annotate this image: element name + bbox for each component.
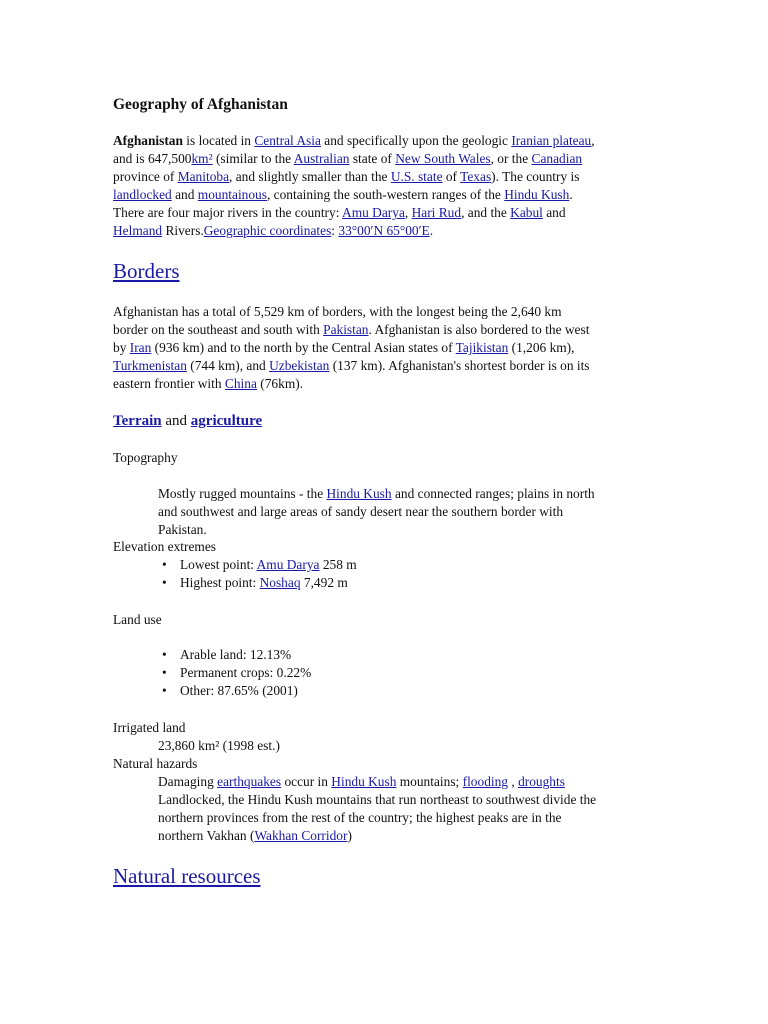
text: border on the southeast and south with bbox=[113, 322, 324, 337]
link-hindu-kush[interactable]: Hindu Kush bbox=[326, 486, 392, 501]
text: , containing the south-western ranges of the bbox=[266, 187, 505, 202]
heading-natural-resources bbox=[113, 863, 658, 889]
borders-line bbox=[113, 321, 658, 339]
text: (744 km), and bbox=[186, 358, 270, 373]
text: by bbox=[113, 340, 130, 355]
text: . bbox=[429, 223, 434, 238]
land-use-label: Land use bbox=[113, 612, 162, 627]
text: (1,206 km), bbox=[508, 340, 575, 355]
irrigated-value: 23,860 km² (1998 est.) bbox=[158, 738, 280, 753]
elevation-list bbox=[158, 556, 658, 592]
link-texas[interactable]: Texas bbox=[460, 169, 492, 184]
link-agriculture[interactable]: agriculture bbox=[190, 413, 263, 429]
text: province of bbox=[113, 169, 178, 184]
list-item: • Other: 87.65% (2001) bbox=[158, 682, 658, 700]
text: 7,492 m bbox=[300, 575, 348, 590]
link-terrain[interactable]: Terrain bbox=[113, 413, 162, 429]
text: There are four major rivers in the country: bbox=[113, 205, 343, 220]
text: occur in bbox=[281, 774, 332, 789]
link-droughts[interactable]: droughts bbox=[518, 774, 565, 789]
text: and connected ranges; plains in north bbox=[391, 486, 595, 501]
link-hindu-kush[interactable]: Hindu Kush bbox=[504, 187, 570, 202]
heading-and: and bbox=[161, 413, 191, 429]
link-canadian[interactable]: Canadian bbox=[531, 151, 583, 166]
text: , bbox=[591, 133, 595, 148]
link-earthquakes[interactable]: earthquakes bbox=[217, 774, 282, 789]
topo-line: and southwest and large areas of sandy desert near the southern border with bbox=[158, 504, 564, 519]
text: Lowest point: bbox=[180, 557, 257, 572]
intro-line bbox=[113, 150, 658, 168]
link-uzbekistan[interactable]: Uzbekistan bbox=[269, 358, 330, 373]
link-pakistan[interactable]: Pakistan bbox=[323, 322, 369, 337]
link-mountainous[interactable]: mountainous bbox=[197, 187, 267, 202]
intro-line bbox=[113, 204, 658, 222]
text: and bbox=[171, 187, 198, 202]
link-amu-darya[interactable]: Amu Darya bbox=[256, 557, 320, 572]
text: (936 km) and to the north by the Central Asian states of bbox=[151, 340, 456, 355]
link-iranian-plateau[interactable]: Iranian plateau bbox=[511, 133, 592, 148]
intro-line bbox=[113, 186, 658, 204]
text: : bbox=[331, 223, 339, 238]
intro-line bbox=[113, 168, 658, 186]
heading-terrain-agriculture bbox=[113, 411, 658, 431]
hazards-line: Landlocked, the Hindu Kush mountains that run northeast to southwest divide the bbox=[158, 792, 597, 807]
borders-paragraph bbox=[113, 303, 658, 393]
text: , bbox=[404, 205, 412, 220]
elevation-label: Elevation extremes bbox=[113, 539, 216, 554]
text: (76km). bbox=[256, 376, 304, 391]
link-landlocked[interactable]: landlocked bbox=[113, 187, 172, 202]
list-item bbox=[158, 556, 658, 574]
link-china[interactable]: China bbox=[224, 376, 257, 391]
intro-line bbox=[113, 132, 658, 150]
text: , bbox=[508, 774, 519, 789]
link-flooding[interactable]: flooding bbox=[462, 774, 509, 789]
text: eastern frontier with bbox=[113, 376, 225, 391]
intro-paragraph bbox=[113, 132, 658, 240]
text: and is 647,500 bbox=[113, 151, 192, 166]
link-wakhan-corridor[interactable]: Wakhan Corridor bbox=[254, 828, 348, 843]
link-noshaq[interactable]: Noshaq bbox=[259, 575, 301, 590]
text: and specifically upon the geologic bbox=[320, 133, 512, 148]
link-new-south-wales[interactable]: New South Wales bbox=[395, 151, 491, 166]
link-australian[interactable]: Australian bbox=[293, 151, 350, 166]
link-natural-resources-heading[interactable]: Natural resources bbox=[113, 864, 261, 888]
intro-subject: Afghanistan bbox=[113, 133, 183, 148]
topo-line bbox=[158, 485, 658, 503]
text: is located in bbox=[182, 133, 255, 148]
intro-line bbox=[113, 222, 658, 240]
link-kabul[interactable]: Kabul bbox=[510, 205, 543, 220]
link-us-state[interactable]: U.S. state bbox=[390, 169, 443, 184]
text: northern Vakhan ( bbox=[158, 828, 255, 843]
link-km2[interactable]: km² bbox=[191, 151, 213, 166]
borders-line bbox=[113, 339, 658, 357]
text: ) bbox=[347, 828, 352, 843]
text: state of bbox=[349, 151, 396, 166]
link-turkmenistan[interactable]: Turkmenistan bbox=[113, 358, 187, 373]
hazards-description bbox=[158, 773, 658, 845]
text: Mostly rugged mountains - the bbox=[158, 486, 327, 501]
irrigated-label: Irrigated land bbox=[113, 720, 186, 735]
page-title: Geography of Afghanistan bbox=[113, 96, 288, 113]
land-use-list bbox=[158, 646, 658, 700]
text: and bbox=[542, 205, 566, 220]
link-tajikistan[interactable]: Tajikistan bbox=[455, 340, 509, 355]
text: . Afghanistan is also bordered to the west bbox=[368, 322, 590, 337]
borders-line bbox=[113, 357, 658, 375]
heading-borders bbox=[113, 258, 658, 284]
link-helmand[interactable]: Helmand bbox=[113, 223, 163, 238]
text: . bbox=[569, 187, 573, 202]
text: , and slightly smaller than the bbox=[229, 169, 391, 184]
hazards-line bbox=[158, 827, 658, 845]
text: 258 m bbox=[319, 557, 357, 572]
link-central-asia[interactable]: Central Asia bbox=[254, 133, 321, 148]
link-manitoba[interactable]: Manitoba bbox=[177, 169, 230, 184]
text: Highest point: bbox=[180, 575, 260, 590]
topo-line: Pakistan. bbox=[158, 522, 207, 537]
text: , and the bbox=[461, 205, 511, 220]
text: Damaging bbox=[158, 774, 218, 789]
list-item: • Permanent crops: 0.22% bbox=[158, 664, 658, 682]
list-item bbox=[158, 574, 658, 592]
link-geographic-coordinates[interactable]: Geographic coordinates bbox=[203, 223, 332, 238]
link-borders-heading[interactable]: Borders bbox=[113, 259, 180, 283]
borders-line: Afghanistan has a total of 5,529 km of borders, with the longest being the 2,640 km bbox=[113, 304, 562, 319]
topography-label: Topography bbox=[113, 450, 178, 465]
list-item: • Arable land: 12.13% bbox=[158, 646, 658, 664]
link-hari-rud[interactable]: Hari Rud bbox=[411, 205, 462, 220]
link-iran[interactable]: Iran bbox=[129, 340, 152, 355]
text: (similar to the bbox=[212, 151, 294, 166]
text: (137 km). Afghanistan's shortest border is on its bbox=[329, 358, 590, 373]
link-coordinates[interactable]: 33°00′N 65°00′E bbox=[338, 223, 430, 238]
link-amu-darya[interactable]: Amu Darya bbox=[342, 205, 405, 220]
topography-description bbox=[158, 485, 658, 539]
link-hindu-kush[interactable]: Hindu Kush bbox=[331, 774, 397, 789]
borders-line bbox=[113, 375, 658, 393]
text: mountains; bbox=[396, 774, 463, 789]
text: ). The country is bbox=[491, 169, 580, 184]
hazards-line: northern provinces from the rest of the country; the highest peaks are in the bbox=[158, 810, 562, 825]
hazards-line bbox=[158, 773, 658, 791]
text: Rivers. bbox=[162, 223, 204, 238]
text: , or the bbox=[490, 151, 532, 166]
text: of bbox=[442, 169, 461, 184]
hazards-label: Natural hazards bbox=[113, 756, 198, 771]
